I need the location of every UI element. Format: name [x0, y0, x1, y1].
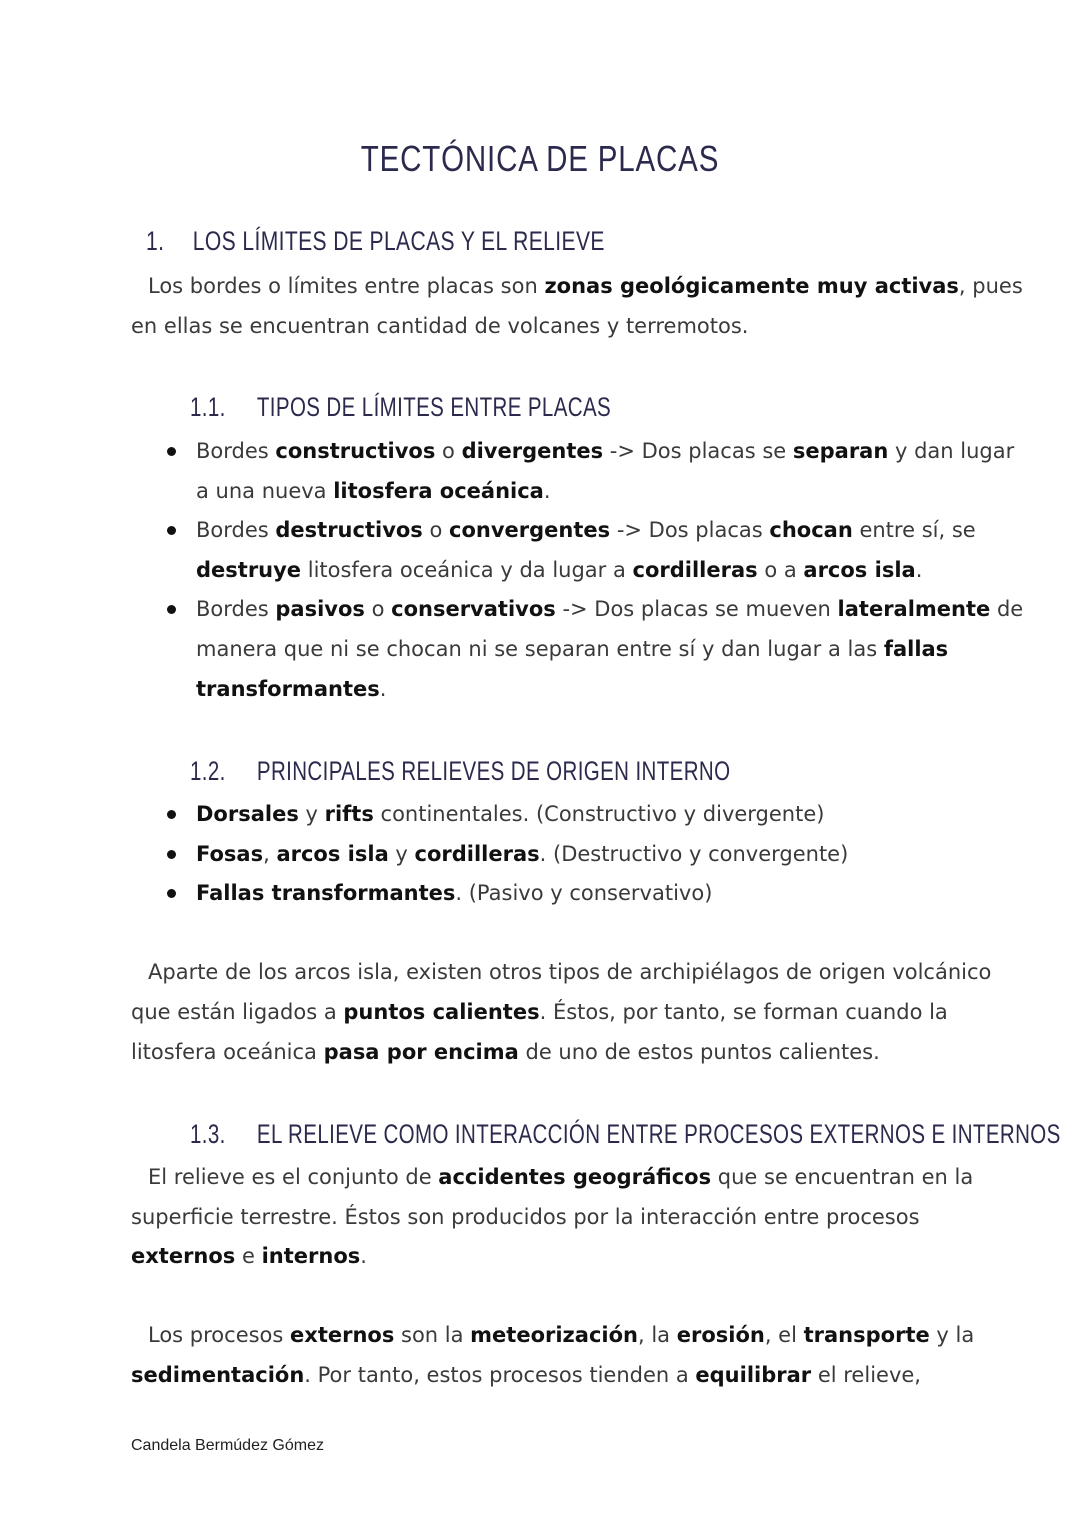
text-run: y	[388, 842, 415, 866]
text-run: y	[298, 802, 325, 826]
list-item	[196, 840, 848, 868]
bold-text: pasa por encima	[323, 1040, 519, 1064]
bold-text: fallas	[883, 637, 949, 661]
paragraph-line: en ellas se encuentran cantidad de volcanes y terremotos.	[131, 314, 749, 338]
text-run: que se encuentran en la	[711, 1165, 974, 1189]
text-run: o a	[757, 558, 804, 582]
section-1-1-heading	[190, 392, 611, 423]
bold-text: Dorsales	[196, 802, 299, 826]
text-run: ,	[263, 842, 277, 866]
bullet-dot	[167, 850, 176, 859]
list-item	[196, 879, 712, 907]
bold-text: destruye	[196, 558, 302, 582]
bold-text: puntos calientes	[343, 1000, 540, 1024]
bold-text: sedimentación	[131, 1363, 305, 1387]
bold-text: zonas geológicamente muy activas	[544, 274, 959, 298]
list-item-continuation	[196, 635, 948, 663]
text-run: .	[379, 677, 387, 701]
bold-text: convergentes	[449, 518, 611, 542]
text-run: e	[235, 1244, 262, 1268]
text-run: son la	[394, 1323, 471, 1347]
text-run: el relieve,	[811, 1363, 921, 1387]
paragraph-line	[148, 1163, 973, 1191]
text-run: .	[543, 479, 551, 503]
bullet-dot	[167, 889, 176, 898]
text-run: , pues	[958, 274, 1023, 298]
bold-text: transformantes	[196, 677, 380, 701]
list-item	[196, 437, 1014, 465]
bold-text: internos	[261, 1244, 361, 1268]
section-1-3-heading	[190, 1119, 1061, 1150]
text-run: manera que ni se chocan ni se separan entre sí y dan lugar a las	[196, 637, 884, 661]
text-run: Los bordes o límites entre placas son	[148, 274, 545, 298]
text-run: . Por tanto, estos procesos tienden a	[304, 1363, 696, 1387]
bold-text: transporte	[803, 1323, 930, 1347]
bold-text: pasivos	[275, 597, 365, 621]
bullet-dot	[167, 526, 176, 535]
bold-text: accidentes geográficos	[438, 1165, 712, 1189]
paragraph-line	[131, 1038, 880, 1066]
section-title: PRINCIPALES RELIEVES DE ORIGEN INTERNO	[256, 756, 731, 786]
text-run: Bordes	[196, 597, 276, 621]
section-number: 1.3.	[190, 1119, 226, 1149]
text-run: continentales. (Constructivo y divergente)	[373, 802, 825, 826]
text-run: litosfera oceánica	[131, 1040, 324, 1064]
text-run: -> Dos placas se mueven	[555, 597, 838, 621]
text-run: o	[364, 597, 392, 621]
bold-text: chocan	[769, 518, 853, 542]
bold-text: Fosas	[196, 842, 264, 866]
bullet-dot	[167, 605, 176, 614]
bold-text: externos	[290, 1323, 395, 1347]
text-run: o	[435, 439, 462, 463]
list-item	[196, 800, 824, 828]
bold-text: meteorización	[470, 1323, 638, 1347]
bold-text: arcos isla	[276, 842, 389, 866]
bullet-dot	[167, 810, 176, 819]
list-item-continuation	[196, 556, 922, 584]
bold-text: divergentes	[461, 439, 604, 463]
paragraph-line	[131, 1361, 921, 1389]
text-run: a una nueva	[196, 479, 334, 503]
paragraph-line	[131, 998, 948, 1026]
text-run: .	[915, 558, 923, 582]
text-run: El relieve es el conjunto de	[148, 1165, 439, 1189]
text-run: , la	[637, 1323, 677, 1347]
text-run: , el	[764, 1323, 804, 1347]
text-run: Los procesos	[148, 1323, 291, 1347]
section-title: TIPOS DE LÍMITES ENTRE PLACAS	[256, 392, 612, 422]
paragraph-line: superficie terrestre. Éstos son producidos por la interacción entre procesos	[131, 1205, 920, 1229]
bold-text: cordilleras	[632, 558, 758, 582]
list-item	[196, 595, 1023, 623]
paragraph-line: Aparte de los arcos isla, existen otros tipos de archipiélagos de origen volcánico	[148, 960, 992, 984]
section-title: LOS LÍMITES DE PLACAS Y EL RELIEVE	[192, 226, 605, 256]
bold-text: lateralmente	[837, 597, 991, 621]
section-number: 1.1.	[190, 392, 226, 422]
text-run: y dan lugar	[888, 439, 1015, 463]
text-run: de	[990, 597, 1024, 621]
bold-text: constructivos	[275, 439, 436, 463]
bullet-dot	[167, 447, 176, 456]
text-run: Bordes	[196, 439, 276, 463]
bold-text: destructivos	[275, 518, 423, 542]
paragraph-line	[131, 1242, 367, 1270]
footer-author: Candela Bermúdez Gómez	[131, 1437, 324, 1454]
text-run: . (Destructivo y convergente)	[539, 842, 849, 866]
text-run: Bordes	[196, 518, 276, 542]
page-title: TECTÓNICA DE PLACAS	[360, 138, 720, 179]
text-run: . (Pasivo y conservativo)	[455, 881, 713, 905]
bold-text: externos	[131, 1244, 236, 1268]
text-run: y la	[929, 1323, 975, 1347]
text-run: -> Dos placas	[610, 518, 770, 542]
text-run: litosfera oceánica y da lugar a	[301, 558, 633, 582]
section-1-2-heading	[190, 756, 730, 787]
text-run: de uno de estos puntos calientes.	[518, 1040, 880, 1064]
text-run: -> Dos placas se	[603, 439, 793, 463]
bold-text: erosión	[676, 1323, 765, 1347]
text-run: que están ligados a	[131, 1000, 344, 1024]
section-title: EL RELIEVE COMO INTERACCIÓN ENTRE PROCESOS EXTERNOS E INTERNOS	[256, 1119, 1061, 1149]
bold-text: Fallas transformantes	[196, 881, 456, 905]
bold-text: litosfera oceánica	[333, 479, 544, 503]
section-number: 1.2.	[190, 756, 226, 786]
bold-text: separan	[792, 439, 889, 463]
list-item-continuation	[196, 477, 551, 505]
text-run: .	[360, 1244, 367, 1268]
text-run: entre sí, se	[852, 518, 976, 542]
bold-text: rifts	[324, 802, 374, 826]
bold-text: conservativos	[391, 597, 556, 621]
list-item-continuation	[196, 675, 386, 703]
list-item	[196, 516, 976, 544]
text-run: . Éstos, por tanto, se forman cuando la	[539, 1000, 948, 1024]
text-run: o	[422, 518, 450, 542]
section-1-heading	[146, 226, 605, 257]
paragraph-line	[148, 272, 1023, 300]
bold-text: arcos isla	[803, 558, 916, 582]
paragraph-line	[148, 1321, 974, 1349]
section-number: 1.	[146, 226, 165, 256]
bold-text: cordilleras	[414, 842, 540, 866]
bold-text: equilibrar	[695, 1363, 812, 1387]
